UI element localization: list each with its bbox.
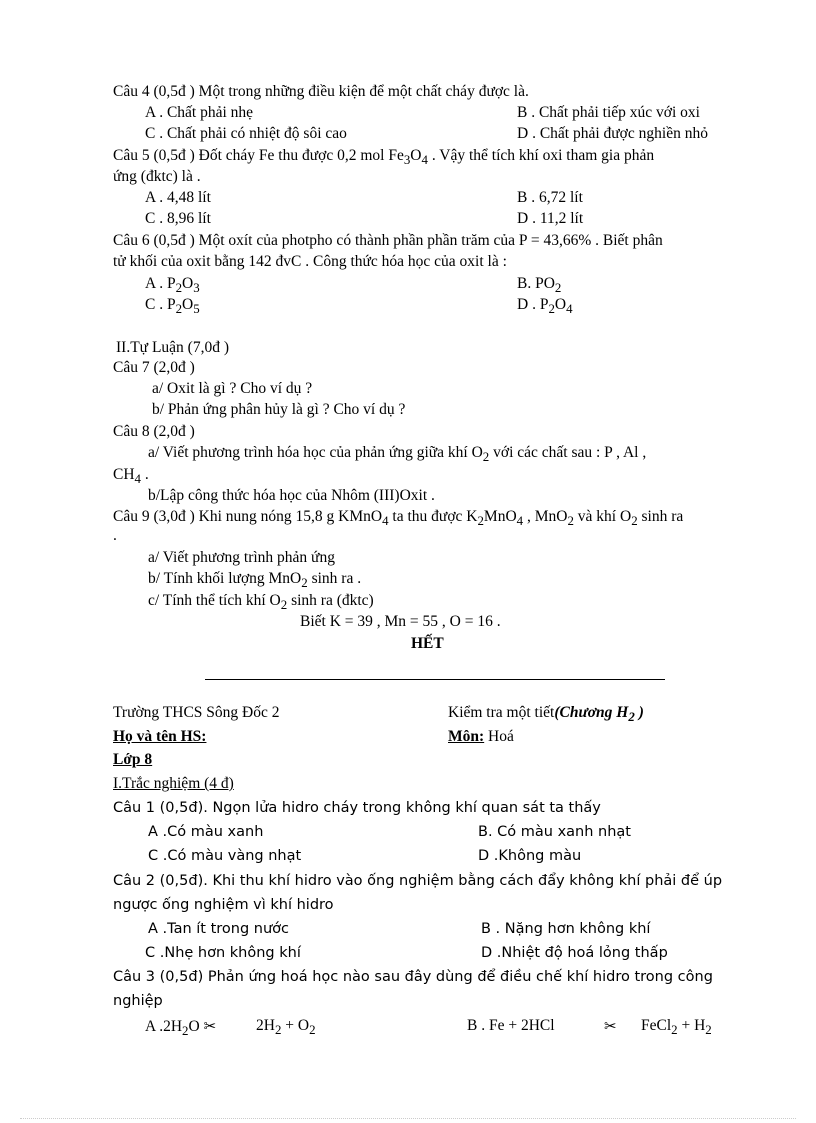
q2-option-a: A .Tan ít trong nước (148, 921, 290, 937)
q3-option-a-product: $2H_2 + O_2$ (256, 1017, 316, 1038)
q1-option-a: A .Có màu xanh (148, 824, 264, 840)
scissors-icon: ✂ (203, 1017, 217, 1035)
q9-stem: Câu 9 (3,0đ ) Khi nung nóng 15,8 g KMnO$_4$ ta thu được $K_2MnO_4$ , MnO$_2$ và khí $O_2$ sinh ra (113, 508, 684, 529)
exam-title: Kiểm tra một tiết(Chương $H_2$ ) (448, 704, 644, 725)
q6-option-a: A . $P_2O_3$ (145, 275, 200, 296)
q2-stem: Câu 2 (0,5đ). Khi thu khí hidro vào ống nghiệm bằng cách đẩy không khí phải để úp (113, 873, 723, 889)
q9-part-b: b/ Tính khối lượng MnO$_2$ sinh ra . (148, 570, 362, 591)
q7-stem: Câu 7 (2,0đ ) (113, 359, 195, 376)
q1-stem: Câu 1 (0,5đ). Ngọn lửa hidro cháy trong không khí quan sát ta thấy (113, 800, 601, 816)
q6-option-b: B. $PO_2$ (517, 275, 562, 296)
q7-part-b: b/ Phản ứng phân hủy là gì ? Cho ví dụ ? (152, 401, 406, 418)
q5-option-b: B . 6,72 lít (517, 189, 583, 206)
end-mark: HẾT (411, 635, 444, 652)
q9-given-values: Biết K = 39 , Mn = 55 , O = 16 . (300, 613, 501, 630)
q5-option-d: D . 11,2 lít (517, 210, 584, 227)
q2-option-c: C .Nhẹ hơn không khí (145, 945, 301, 961)
q5-stem: Câu 5 (0,5đ ) Đốt cháy Fe thu được 0,2 mol $Fe_3O_4$ . Vậy thể tích khí oxi tham gia phản (113, 147, 655, 168)
q3-option-b-product: FeCl$_2$ + $H_2$ (641, 1017, 712, 1038)
q1-option-c: C .Có màu vàng nhạt (148, 848, 302, 864)
q4-option-a: A . Chất phải nhẹ (145, 104, 254, 121)
q8-part-a-line2: $CH_4$ . (113, 466, 149, 487)
q3-option-b: B . Fe + 2HCl (467, 1017, 555, 1034)
q5-option-a: A . 4,48 lít (145, 189, 211, 206)
page-bottom-border (20, 1118, 796, 1119)
school-name: Trường THCS Sông Đốc 2 (113, 704, 280, 721)
essay-section-title: II.Tự Luận (7,0đ ) (116, 339, 229, 356)
q2-option-d: D .Nhiệt độ hoá lỏng thấp (481, 945, 668, 961)
q3-stem: Câu 3 (0,5đ) Phản ứng hoá học nào sau đây dùng để điều chế khí hidro trong công (113, 969, 713, 985)
student-name-label: Họ và tên HS: (113, 728, 207, 745)
multiple-choice-section-title: I.Trắc nghiệm (4 đ) (113, 775, 234, 792)
q6-option-d: D . $P_2O_4$ (517, 296, 573, 317)
q5-stem-line2: ứng (đktc) là . (113, 168, 201, 185)
q6-option-c: C . $P_2O_5$ (145, 296, 200, 317)
q7-part-a: a/ Oxit là gì ? Cho ví dụ ? (152, 380, 313, 397)
q8-stem: Câu 8 (2,0đ ) (113, 423, 195, 440)
q2-option-b: B . Nặng hơn không khí (481, 921, 651, 937)
q3-stem-line2: nghiệp (113, 993, 163, 1009)
q1-option-d: D .Không màu (478, 848, 582, 864)
q8-part-b: b/Lập công thức hóa học của Nhôm (III)Oxit . (148, 487, 435, 504)
q9-part-a: a/ Viết phương trình phản ứng (148, 549, 335, 566)
q4-stem: Câu 4 (0,5đ ) Một trong những điều kiện để một chất cháy được là. (113, 83, 529, 100)
q8-part-a: a/ Viết phương trình hóa học của phản ứng giữa khí $O_2$ với các chất sau : P , Al , (148, 444, 647, 465)
scissors-icon: ✂ (604, 1017, 617, 1035)
q4-option-d: D . Chất phải được nghiền nhỏ (517, 125, 708, 142)
q6-stem: Câu 6 (0,5đ ) Một oxít của photpho có thành phần phần trăm của P = 43,66% . Biết phân (113, 232, 663, 249)
q4-option-c: C . Chất phải có nhiệt độ sôi cao (145, 125, 347, 142)
q2-stem-line2: ngược ống nghiệm vì khí hidro (113, 897, 334, 913)
class-label: Lớp 8 (113, 751, 153, 768)
section-divider (205, 679, 665, 680)
q1-option-b: B. Có màu xanh nhạt (478, 824, 631, 840)
q6-stem-line2: tử khối của oxit bằng 142 đvC . Công thức hóa học của oxit là : (113, 253, 507, 270)
q9-dot: . (113, 527, 117, 544)
q5-option-c: C . 8,96 lít (145, 210, 211, 227)
q9-part-c: c/ Tính thể tích khí $O_2$ sinh ra (đktc) (148, 592, 374, 613)
q3-option-a: A $.2H_2O$ ✂ (145, 1017, 217, 1039)
q4-option-b: B . Chất phải tiếp xúc với oxi (517, 104, 700, 121)
subject-line: Môn: Hoá (448, 728, 514, 745)
